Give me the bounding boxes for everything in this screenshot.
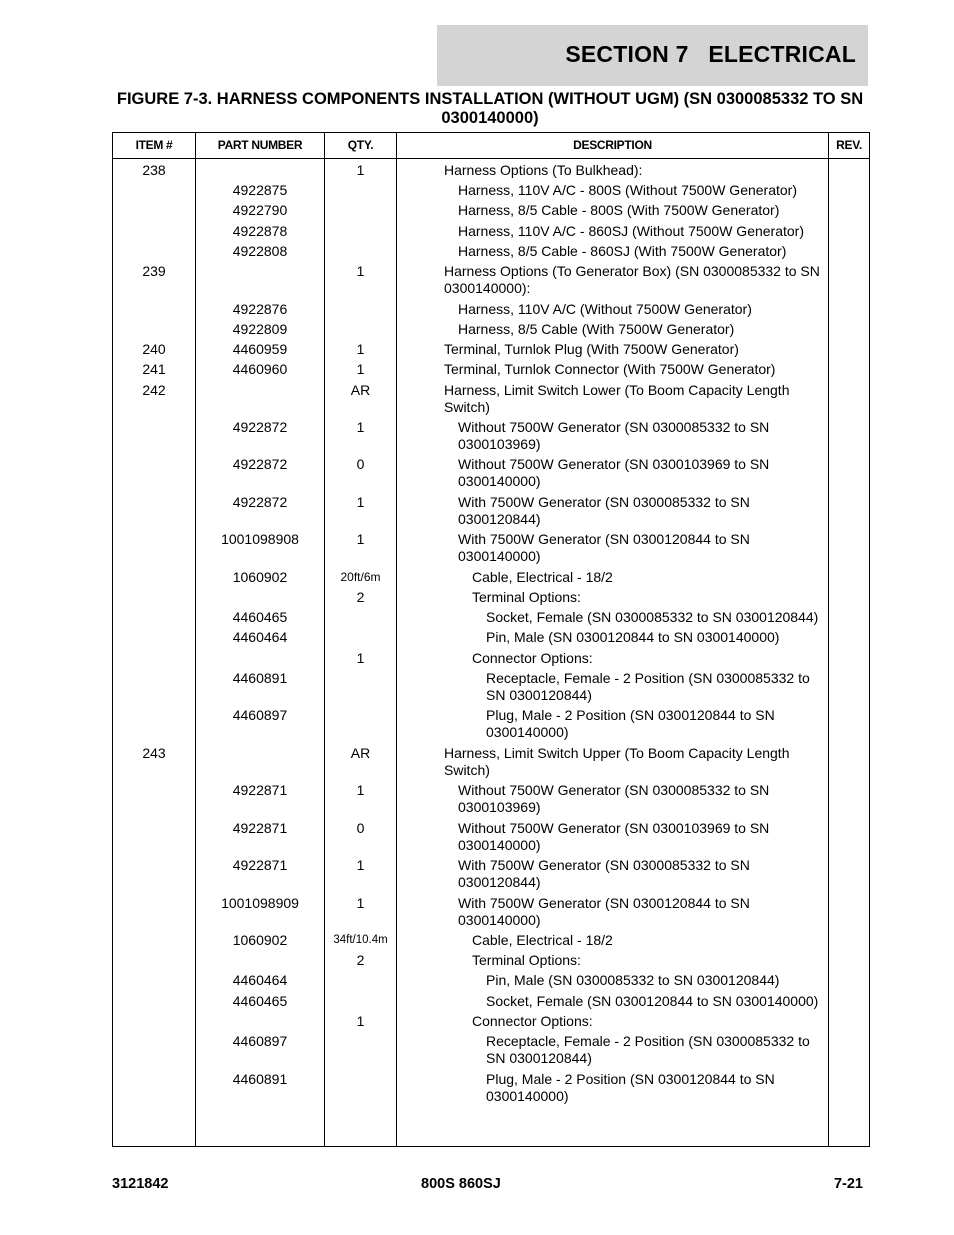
- part-number-cell: 1060902: [232, 932, 288, 948]
- description-cell: Cable, Electrical - 18/2: [472, 932, 613, 948]
- column-divider: [396, 133, 397, 1146]
- part-number-cell: 4922871: [232, 820, 288, 836]
- description-cell: With 7500W Generator (SN 0300085332 to SN 0300120844): [458, 494, 750, 527]
- quantity-cell: 1: [356, 782, 365, 798]
- description-cell: Harness, Limit Switch Upper (To Boom Capacity Length Switch): [444, 745, 790, 778]
- part-number-cell: 4460465: [232, 609, 288, 625]
- description-cell: With 7500W Generator (SN 0300120844 to SN 0300140000): [458, 531, 750, 564]
- description-cell: Harness, 110V A/C (Without 7500W Generator): [458, 301, 752, 317]
- item-number-cell: 241: [142, 361, 166, 377]
- description-cell: Receptacle, Female - 2 Position (SN 0300085332 to SN 0300120844): [486, 1033, 810, 1066]
- quantity-cell: AR: [350, 382, 371, 398]
- part-number-cell: 4460891: [232, 1071, 288, 1087]
- part-number-cell: 4460897: [232, 1033, 288, 1049]
- item-number-cell: 243: [142, 745, 166, 761]
- description-cell: Harness, 110V A/C - 800S (Without 7500W Generator): [458, 182, 798, 198]
- description-cell: Harness, Limit Switch Lower (To Boom Capacity Length Switch): [444, 382, 790, 415]
- quantity-cell: 0: [356, 456, 365, 472]
- part-number-cell: 4922872: [232, 456, 288, 472]
- part-number-cell: 4922808: [232, 243, 288, 259]
- description-cell: Terminal Options:: [472, 952, 581, 968]
- quantity-cell: 1: [356, 263, 365, 279]
- description-cell: Harness Options (To Bulkhead):: [444, 162, 643, 178]
- description-cell: Terminal, Turnlok Plug (With 7500W Generator): [444, 341, 739, 357]
- section-title: SECTION 7 ELECTRICAL: [565, 41, 856, 67]
- quantity-cell: 1: [356, 494, 365, 510]
- quantity-cell: 1: [356, 650, 365, 666]
- quantity-cell: 20ft/6m: [340, 570, 381, 584]
- parts-table: [112, 132, 870, 1147]
- description-cell: Without 7500W Generator (SN 0300085332 to SN 0300103969): [458, 419, 770, 452]
- description-cell: With 7500W Generator (SN 0300120844 to SN 0300140000): [458, 895, 750, 928]
- quantity-cell: 1: [356, 361, 365, 377]
- header-divider: [113, 158, 869, 159]
- part-number-cell: 4922871: [232, 857, 288, 873]
- quantity-cell: 2: [356, 952, 365, 968]
- section-header: [437, 25, 868, 86]
- item-number-cell: 242: [142, 382, 166, 398]
- quantity-cell: 1: [356, 419, 365, 435]
- part-number-cell: 4922875: [232, 182, 288, 198]
- part-number-cell: 4460465: [232, 993, 288, 1009]
- description-cell: Receptacle, Female - 2 Position (SN 0300085332 to SN 0300120844): [486, 670, 810, 703]
- part-number-cell: 4460960: [232, 361, 288, 377]
- part-number-cell: 4922790: [232, 202, 288, 218]
- part-number-cell: 1001098909: [221, 895, 299, 911]
- description-cell: Cable, Electrical - 18/2: [472, 569, 613, 585]
- part-number-cell: 4922872: [232, 419, 288, 435]
- column-header-part: PART NUMBER: [217, 138, 303, 152]
- footer-page-number: 7-21: [833, 1176, 863, 1192]
- part-number-cell: 4460891: [232, 670, 288, 686]
- quantity-cell: 1: [356, 1013, 365, 1029]
- column-header-rev: REV.: [836, 138, 862, 152]
- quantity-cell: 34ft/10.4m: [333, 934, 388, 946]
- part-number-cell: 4460897: [232, 707, 288, 723]
- column-divider: [324, 133, 325, 1146]
- quantity-cell: 1: [356, 162, 365, 178]
- description-cell: Harness Options (To Generator Box) (SN 0300085332 to SN 0300140000):: [444, 263, 820, 296]
- description-cell: Terminal Options:: [472, 589, 581, 605]
- part-number-cell: 1060902: [232, 569, 288, 585]
- part-number-cell: 4922876: [232, 301, 288, 317]
- quantity-cell: 1: [356, 895, 365, 911]
- column-header-item: ITEM #: [135, 138, 173, 152]
- quantity-cell: 1: [356, 341, 365, 357]
- description-cell: Without 7500W Generator (SN 0300085332 to SN 0300103969): [458, 782, 770, 815]
- quantity-cell: AR: [350, 745, 371, 761]
- part-number-cell: 1001098908: [221, 531, 299, 547]
- part-number-cell: 4460464: [232, 629, 288, 645]
- description-cell: Harness, 8/5 Cable - 860SJ (With 7500W Generator): [458, 243, 787, 259]
- footer-doc-number: 3121842: [112, 1176, 169, 1192]
- part-number-cell: 4460464: [232, 972, 288, 988]
- item-number-cell: 239: [142, 263, 166, 279]
- quantity-cell: 1: [356, 857, 365, 873]
- description-cell: Socket, Female (SN 0300085332 to SN 0300120844): [486, 609, 819, 625]
- description-cell: Plug, Male - 2 Position (SN 0300120844 to SN 0300140000): [486, 707, 775, 740]
- description-cell: Pin, Male (SN 0300120844 to SN 0300140000): [486, 629, 780, 645]
- column-header-description: DESCRIPTION: [573, 138, 652, 152]
- description-cell: Harness, 8/5 Cable - 800S (With 7500W Generator): [458, 202, 780, 218]
- item-number-cell: 238: [142, 162, 166, 178]
- description-cell: Harness, 110V A/C - 860SJ (Without 7500W Generator): [458, 223, 805, 239]
- description-cell: Without 7500W Generator (SN 0300103969 to SN 0300140000): [458, 820, 770, 853]
- figure-title: FIGURE 7-3. HARNESS COMPONENTS INSTALLATION (WITHOUT UGM) (SN 0300085332 TO SN 0300140000): [116, 90, 864, 127]
- description-cell: Connector Options:: [472, 1013, 593, 1029]
- column-header-qty: QTY.: [347, 138, 374, 152]
- description-cell: Without 7500W Generator (SN 0300103969 to SN 0300140000): [458, 456, 770, 489]
- description-cell: Connector Options:: [472, 650, 593, 666]
- part-number-cell: 4922809: [232, 321, 288, 337]
- description-cell: Plug, Male - 2 Position (SN 0300120844 to SN 0300140000): [486, 1071, 775, 1104]
- footer-model: 800S 860SJ: [421, 1176, 501, 1192]
- quantity-cell: 0: [356, 820, 365, 836]
- part-number-cell: 4922871: [232, 782, 288, 798]
- part-number-cell: 4460959: [232, 341, 288, 357]
- description-cell: Socket, Female (SN 0300120844 to SN 0300140000): [486, 993, 819, 1009]
- description-cell: Pin, Male (SN 0300085332 to SN 0300120844): [486, 972, 780, 988]
- description-cell: Harness, 8/5 Cable (With 7500W Generator): [458, 321, 735, 337]
- quantity-cell: 2: [356, 589, 365, 605]
- description-cell: Terminal, Turnlok Connector (With 7500W Generator): [444, 361, 776, 377]
- quantity-cell: 1: [356, 531, 365, 547]
- part-number-cell: 4922872: [232, 494, 288, 510]
- item-number-cell: 240: [142, 341, 166, 357]
- part-number-cell: 4922878: [232, 223, 288, 239]
- description-cell: With 7500W Generator (SN 0300085332 to SN 0300120844): [458, 857, 750, 890]
